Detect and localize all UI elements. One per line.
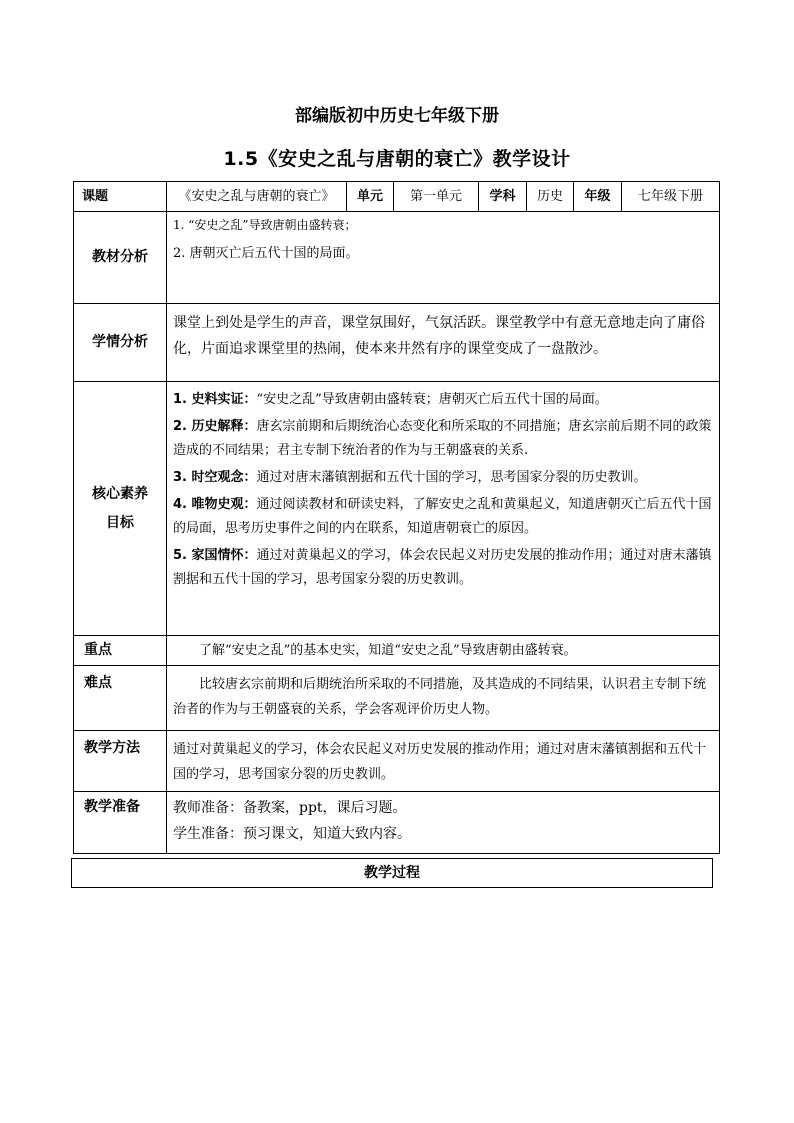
method-text: 通过对黄巢起义的学习，体会农民起义对历史发展的推动作用；通过对唐末藩镇割据和五代十国的学习，思考国家分裂的历史教训。: [167, 731, 720, 792]
topic-value: 《安史之乱与唐朝的衰亡》: [167, 182, 347, 212]
difficulty-label: 难点: [74, 666, 167, 731]
core-item-body: 通过对黄巢起义的学习，体会农民起义对历史发展的推动作用；通过对唐末藩镇割据和五代十国的学习，思考国家分裂的历史教训。: [173, 548, 712, 587]
difficulty-text: 比较唐玄宗前期和后期统治所采取的不同措施，及其造成的不同结果，认识君主专制下统治者的作为与王朝盛衰的关系，学会客观评价历史人物。: [167, 666, 720, 731]
teaching-process-header: 教学过程: [71, 858, 713, 888]
core-label: [74, 382, 167, 636]
prep-teacher: 教师准备：备教案，ppt，课后习题。: [173, 800, 407, 816]
core-label-line1: 核心素养: [92, 485, 148, 502]
prep-content: [167, 792, 720, 854]
core-item-head: 2. 历史解释：: [173, 419, 257, 434]
material-content: [167, 212, 720, 304]
prep-student: 学生准备：预习课文，知道大致内容。: [173, 826, 411, 842]
lesson-title: 1.5《安史之乱与唐朝的衰亡》教学设计: [223, 148, 571, 170]
core-item-head: 1. 史料实证：: [173, 392, 257, 407]
material-row: [74, 212, 720, 304]
lesson-plan-table: [73, 181, 720, 854]
learner-label: 学情分析: [74, 304, 167, 382]
core-item-head: 5. 家国情怀：: [173, 548, 257, 563]
unit-label: 单元: [347, 182, 394, 212]
core-item-head: 3. 时空观念：: [173, 470, 257, 485]
method-label: 教学方法: [74, 731, 167, 792]
learner-text: 课堂上到处是学生的声音，课堂氛围好，气氛活跃。课堂教学中有意无意地走向了庸俗化，片面追求课堂里的热闹，使本来井然有序的课堂变成了一盘散沙。: [167, 304, 720, 382]
core-item: [173, 415, 713, 463]
core-row: [74, 382, 720, 636]
material-item: 1. “安史之乱”导致唐朝由盛转衰；: [173, 218, 357, 232]
unit-value: 第一单元: [394, 182, 479, 212]
subject-value: 历史: [527, 182, 574, 212]
learner-row: [74, 304, 720, 382]
info-row: [74, 182, 720, 212]
core-content: [167, 382, 720, 636]
key-point-text: 了解“安史之乱”的基本史实，知道“安史之乱”导致唐朝由盛转衰。: [167, 636, 720, 666]
grade-label: 年级: [574, 182, 622, 212]
topic-label: 课题: [74, 182, 167, 212]
core-item-body: 唐玄宗前期和后期统治心态变化和所采取的不同措施；唐玄宗前后期不同的政策造成的不同结果；君主专制下统治者的作为与王朝盛衰的关系.: [173, 419, 712, 458]
prep-label: 教学准备: [74, 792, 167, 854]
key-point-label: 重点: [74, 636, 167, 666]
difficulty-row: [74, 666, 720, 731]
core-item-body: 通过对唐末藩镇割据和五代十国的学习，思考国家分裂的历史教训。: [256, 470, 647, 485]
key-point-row: [74, 636, 720, 666]
core-label-line2: 目标: [106, 514, 134, 531]
material-item: 2. 唐朝灭亡后五代十国的局面。: [173, 246, 359, 261]
prep-row: [74, 792, 720, 854]
core-item-body: “安史之乱”导致唐朝由盛转衰；唐朝灭亡后五代十国的局面。: [256, 392, 608, 407]
method-row: [74, 731, 720, 792]
grade-value: 七年级下册: [622, 182, 720, 212]
core-item: [173, 493, 713, 541]
core-item-head: 4. 唯物史观：: [173, 497, 257, 512]
material-label: 教材分析: [74, 212, 167, 304]
core-item: [173, 388, 713, 412]
core-item-body: 通过阅读教材和研读史料，了解安史之乱和黄巢起义，知道唐朝灭亡后五代十国的局面，思考历史事件之间的内在联系，知道唐朝衰亡的原因。: [173, 497, 712, 536]
core-item: [173, 466, 713, 490]
core-item: [173, 544, 713, 592]
document-title: 部编版初中历史七年级下册: [295, 106, 499, 126]
subject-label: 学科: [479, 182, 527, 212]
